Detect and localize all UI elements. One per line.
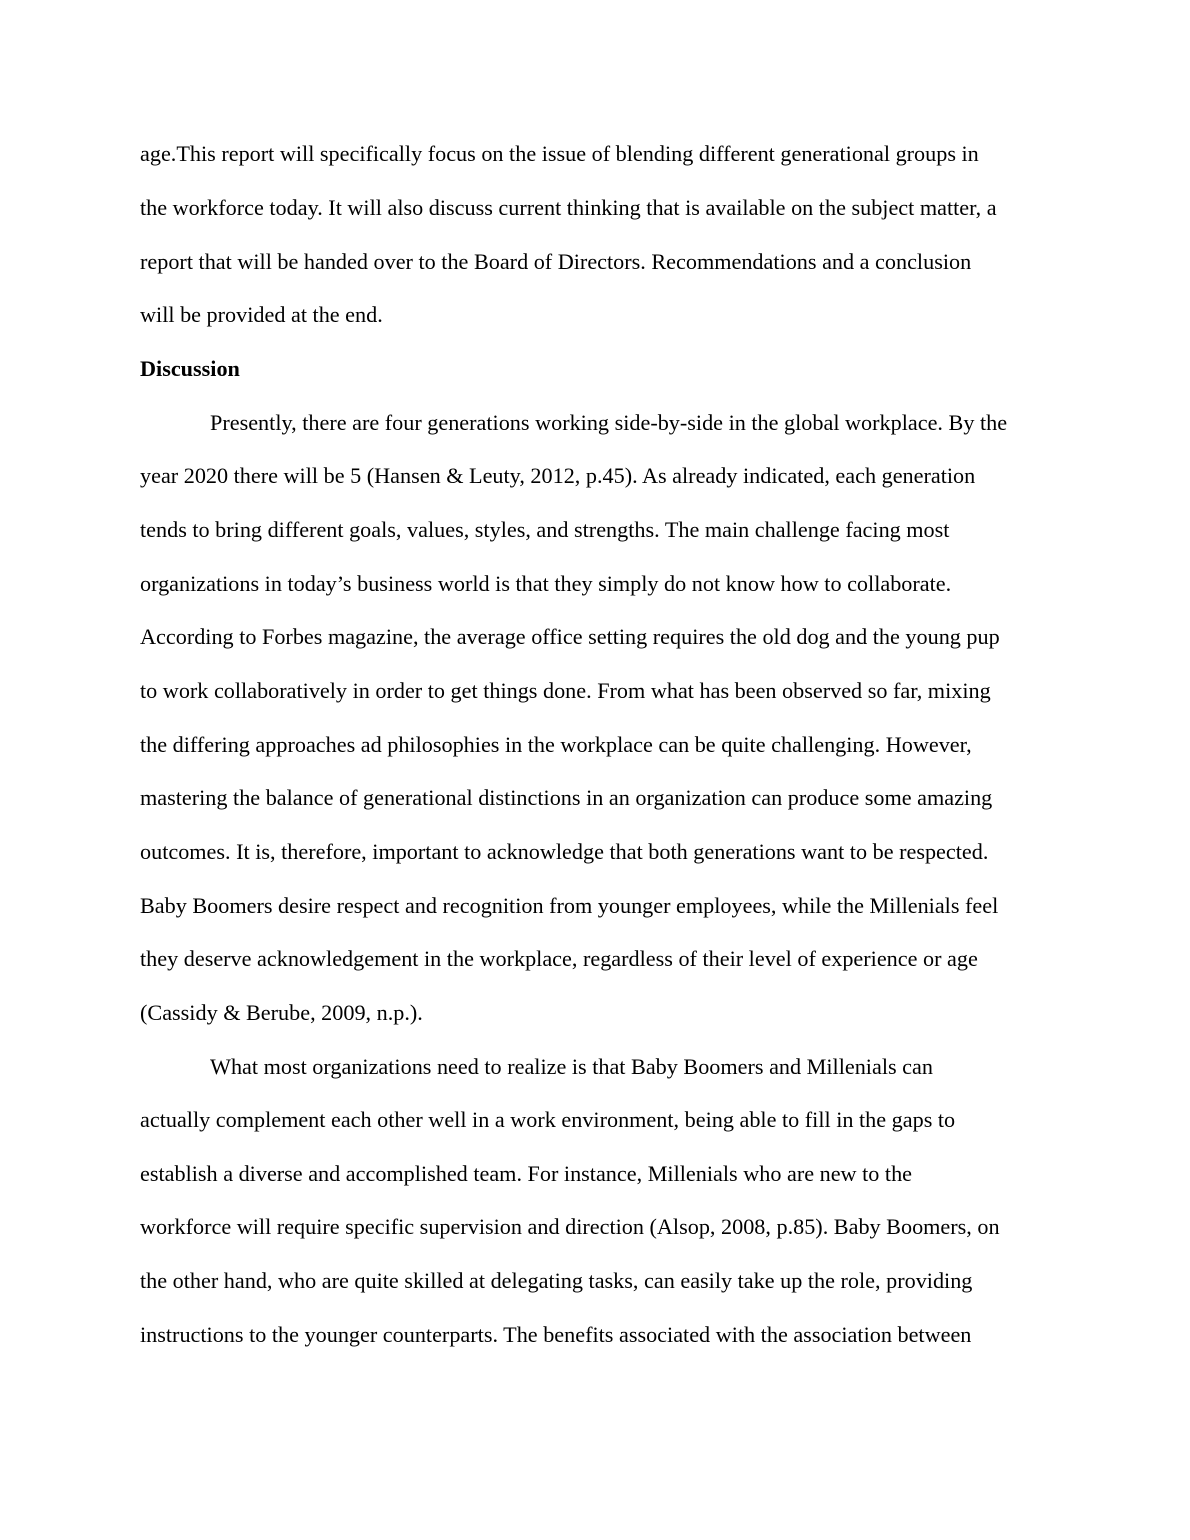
body-text-line: establish a diverse and accomplished team. For instance, Millenials who are new to the [140,1161,913,1186]
section-heading: Discussion [140,356,240,381]
body-text-line: workforce will require specific supervision and direction (Alsop, 2008, p.85). Baby Boomers, on [140,1214,1000,1239]
body-text-line: outcomes. It is, therefore, important to acknowledge that both generations want to be respected. [140,839,989,864]
body-text-line: (Cassidy & Berube, 2009, n.p.). [140,1000,423,1025]
body-text-line: Baby Boomers desire respect and recognition from younger employees, while the Millenials feel [140,893,999,918]
body-text-line: to work collaboratively in order to get things done. From what has been observed so far, mixing [140,678,991,703]
body-text-line: the differing approaches ad philosophies in the workplace can be quite challenging. However, [140,732,972,757]
body-text-line: What most organizations need to realize is that Baby Boomers and Millenials can [210,1054,933,1079]
body-text-line: mastering the balance of generational distinctions in an organization can produce some amazing [140,785,993,810]
body-text-line: Presently, there are four generations working side-by-side in the global workplace. By the [210,410,1008,435]
body-text-line: age.This report will specifically focus on the issue of blending different generational groups in [140,141,979,166]
body-text-line: the other hand, who are quite skilled at delegating tasks, can easily take up the role, providing [140,1268,973,1293]
body-text-line: will be provided at the end. [140,302,383,327]
body-text-line: According to Forbes magazine, the average office setting requires the old dog and the young pup [140,624,1000,649]
body-text-line: organizations in today’s business world is that they simply do not know how to collaborate. [140,571,952,596]
body-text-line: the workforce today. It will also discuss current thinking that is available on the subject matter, a [140,195,997,220]
body-text-line: tends to bring different goals, values, styles, and strengths. The main challenge facing most [140,517,950,542]
body-text-line: instructions to the younger counterparts. The benefits associated with the association between [140,1322,972,1347]
body-text-line: actually complement each other well in a work environment, being able to fill in the gaps to [140,1107,956,1132]
body-text-line: report that will be handed over to the Board of Directors. Recommendations and a conclusion [140,249,972,274]
body-text-line: they deserve acknowledgement in the workplace, regardless of their level of experience or age [140,946,978,971]
body-text-line: year 2020 there will be 5 (Hansen & Leuty, 2012, p.45). As already indicated, each generation [140,463,976,488]
